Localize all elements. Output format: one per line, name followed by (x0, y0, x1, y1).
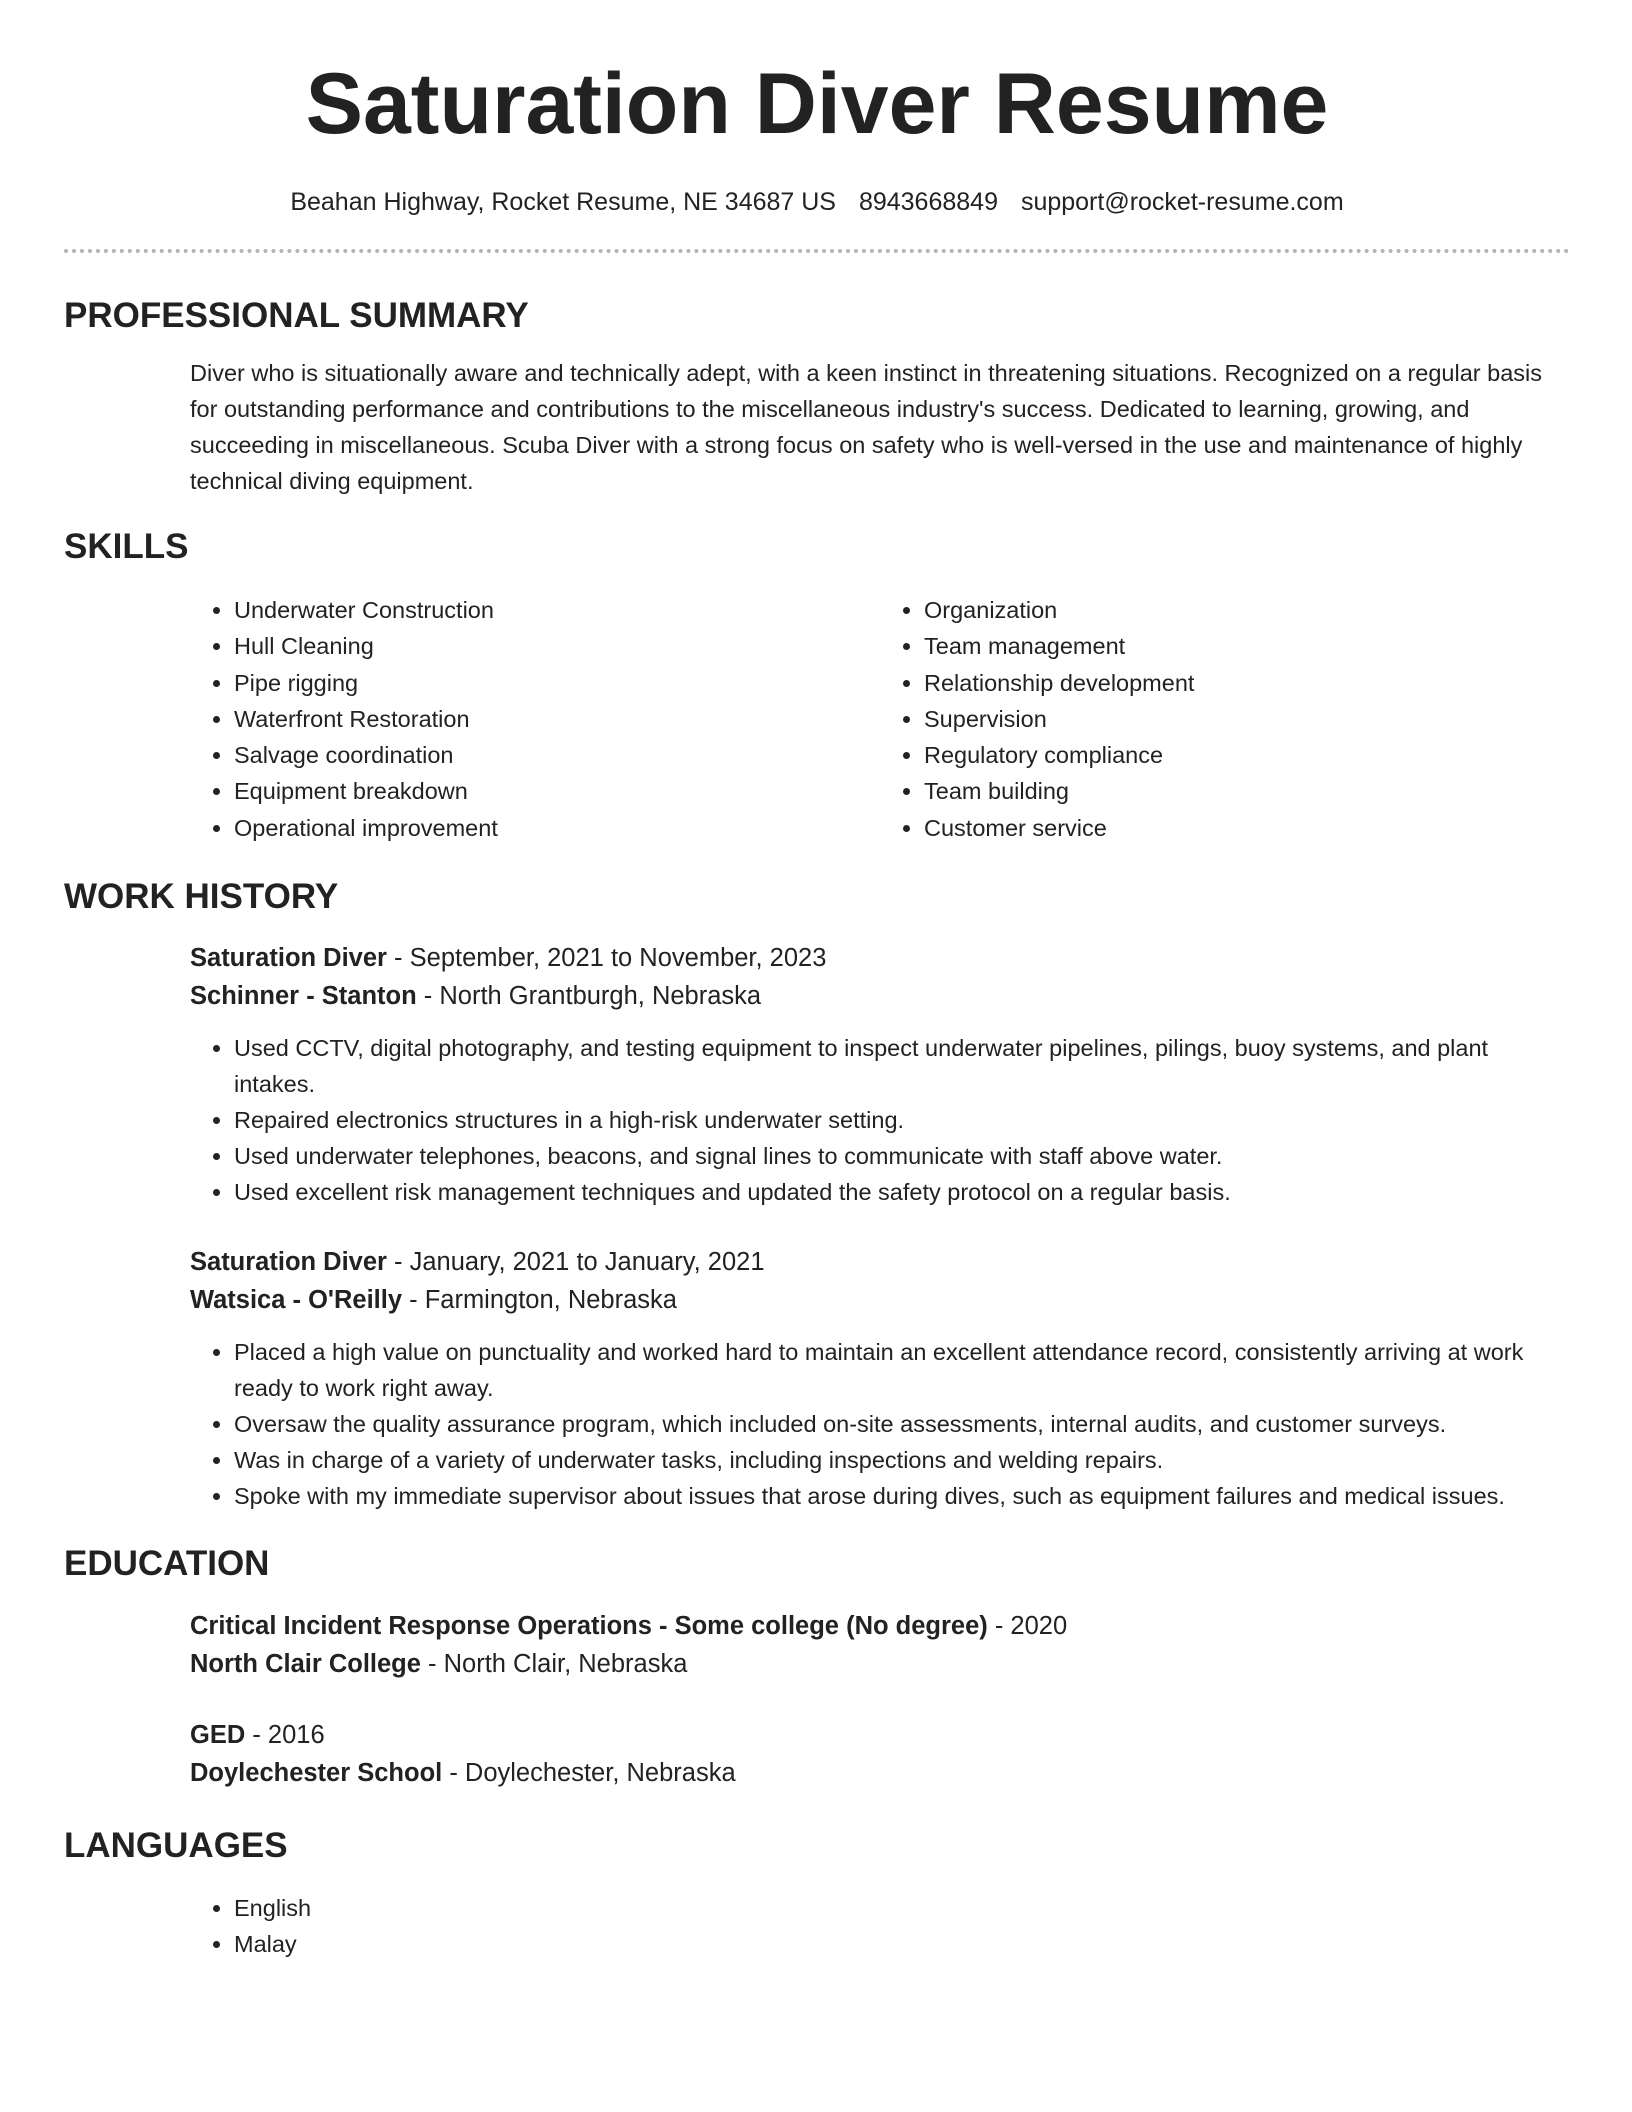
skill-item: • Customer service (924, 810, 1570, 846)
language-item: • English (234, 1890, 1570, 1926)
languages-list (190, 1890, 1570, 1962)
education-year: - 2020 (987, 1612, 1068, 1641)
skill-item: • Team building (924, 773, 1570, 809)
skill-item: • Pipe rigging (234, 665, 880, 701)
contact-line (64, 185, 1570, 219)
education-entry (190, 1716, 1570, 1792)
skill-item: • Team management (924, 628, 1570, 664)
education-heading: EDUCATION (64, 1544, 270, 1584)
education-school: North Clair College (190, 1650, 421, 1679)
skills-list-right (880, 592, 1570, 846)
education-degree: GED (190, 1721, 246, 1750)
education-location: - North Clair, Nebraska (420, 1650, 688, 1679)
summary-text: Diver who is situationally aware and technically adept, with a keen instinct in threatening situations. Recognized on a regular basis for outstanding performance and contributions to the miscellaneous industry's success. Dedicated to learning, growing, and succeeding in miscellaneous. Scuba Diver with a strong focus on safety who is well-versed in the use and maintenance of highly technical diving equipment. (190, 360, 1543, 494)
skill-item: • Regulatory compliance (924, 737, 1570, 773)
skill-item: • Hull Cleaning (234, 628, 880, 664)
job-role: Saturation Diver (190, 944, 387, 973)
skill-item: • Supervision (924, 701, 1570, 737)
skill-item: • Waterfront Restoration (234, 701, 880, 737)
resume-title: Saturation Diver Resume (305, 56, 1329, 152)
header-divider (64, 249, 1570, 253)
languages-heading: LANGUAGES (64, 1826, 288, 1866)
contact-address: Beahan Highway, Rocket Resume, NE 34687 US (290, 188, 836, 216)
languages-list-wrap (190, 1890, 1570, 1962)
job-company: Schinner - Stanton (190, 982, 417, 1011)
job-bullet: • Placed a high value on punctuality and worked hard to maintain an excellent attendance record, consistently arriving at work ready to work right away. (234, 1334, 1570, 1406)
skills-list-left (190, 592, 880, 846)
skill-item: • Relationship development (924, 665, 1570, 701)
education-entry (190, 1607, 1570, 1683)
job-bullet: • Spoke with my immediate supervisor about issues that arose during dives, such as equipment failures and medical issues. (234, 1478, 1570, 1514)
job-title-line (190, 939, 1570, 977)
skill-item: • Equipment breakdown (234, 773, 880, 809)
job-bullet: • Used excellent risk management techniques and updated the safety protocol on a regular basis. (234, 1174, 1570, 1210)
job-entry (190, 1243, 1570, 1514)
education-degree: Critical Incident Response Operations - Some college (No degree) (190, 1612, 988, 1641)
skill-item: • Organization (924, 592, 1570, 628)
education-degree-line (190, 1716, 1570, 1754)
job-company: Watsica - O'Reilly (190, 1286, 403, 1315)
job-title-line (190, 1243, 1570, 1281)
job-bullet: • Repaired electronics structures in a high-risk underwater setting. (234, 1102, 1570, 1138)
education-year: - 2016 (245, 1721, 325, 1750)
contact-email: support@rocket-resume.com (1020, 188, 1344, 216)
job-dates: - January, 2021 to January, 2021 (386, 1248, 765, 1277)
job-role: Saturation Diver (190, 1248, 387, 1277)
education-location: - Doylechester, Nebraska (442, 1759, 736, 1788)
skill-item: • Salvage coordination (234, 737, 880, 773)
skills-grid (190, 592, 1570, 846)
language-item: • Malay (234, 1926, 1570, 1962)
job-location: - Farmington, Nebraska (402, 1286, 677, 1315)
education-school-line (190, 1645, 1570, 1683)
job-dates: - September, 2021 to November, 2023 (386, 944, 827, 973)
job-bullet: • Used underwater telephones, beacons, and signal lines to communicate with staff above water. (234, 1138, 1570, 1174)
education-school: Doylechester School (190, 1759, 443, 1788)
summary-heading: PROFESSIONAL SUMMARY (64, 296, 529, 335)
job-bullet: • Used CCTV, digital photography, and testing equipment to inspect underwater pipelines, pilings, buoy systems, and plant intakes. (234, 1030, 1570, 1102)
job-entry (190, 939, 1570, 1210)
job-location: - North Grantburgh, Nebraska (416, 982, 762, 1011)
education-school-line (190, 1754, 1570, 1792)
skill-item: • Underwater Construction (234, 592, 880, 628)
job-bullet: • Was in charge of a variety of underwater tasks, including inspections and welding repairs. (234, 1442, 1570, 1478)
job-company-line (190, 977, 1570, 1015)
job-bullets (190, 1334, 1570, 1514)
education-degree-line (190, 1607, 1570, 1645)
contact-phone: 8943668849 (858, 188, 998, 216)
job-bullets (190, 1030, 1570, 1210)
job-company-line (190, 1281, 1570, 1319)
work-history-heading: WORK HISTORY (64, 877, 339, 917)
skill-item: • Operational improvement (234, 810, 880, 846)
job-bullet: • Oversaw the quality assurance program, which included on-site assessments, internal audits, and customer surveys. (234, 1406, 1570, 1442)
skills-heading: SKILLS (64, 527, 189, 566)
